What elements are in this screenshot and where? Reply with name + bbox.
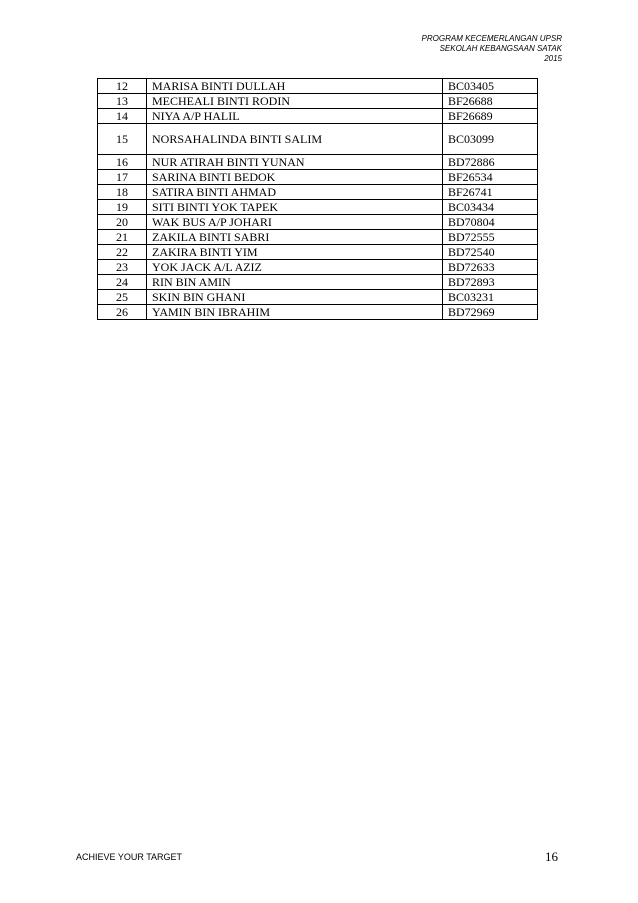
row-number: 26 [98,305,147,320]
student-code: BD72555 [443,230,538,245]
row-number: 23 [98,260,147,275]
student-code: BC03434 [443,200,538,215]
student-name: YAMIN BIN IBRAHIM [147,305,443,320]
row-number: 14 [98,109,147,124]
table-row [98,290,538,305]
student-code: BF26534 [443,170,538,185]
student-code: BC03231 [443,290,538,305]
row-number: 13 [98,94,147,109]
student-name: SKIN BIN GHANI [147,290,443,305]
student-name: SARINA BINTI BEDOK [147,170,443,185]
table-row [98,260,538,275]
student-code: BF26689 [443,109,538,124]
student-code: BD72969 [443,305,538,320]
row-number: 21 [98,230,147,245]
row-number: 25 [98,290,147,305]
student-code: BD72540 [443,245,538,260]
student-name: YOK JACK A/L AZIZ [147,260,443,275]
table-row [98,79,538,94]
student-name: SATIRA BINTI AHMAD [147,185,443,200]
header-school-name: SEKOLAH KEBANGSAAN SATAK [439,44,562,53]
row-number: 18 [98,185,147,200]
student-name: MARISA BINTI DULLAH [147,79,443,94]
row-number: 15 [98,124,147,155]
student-name: SITI BINTI YOK TAPEK [147,200,443,215]
student-code: BD72893 [443,275,538,290]
student-name: NORSAHALINDA BINTI SALIM [147,124,443,155]
page-number: 16 [545,849,558,864]
table-row [98,155,538,170]
table-row [98,230,538,245]
student-code: BD70804 [443,215,538,230]
row-number: 24 [98,275,147,290]
header-program-title: PROGRAM KECEMERLANGAN UPSR [421,34,562,43]
footer-slogan: ACHIEVE YOUR TARGET [76,852,183,862]
table-row [98,215,538,230]
table-row [98,170,538,185]
student-table [97,78,538,320]
row-number: 12 [98,79,147,94]
student-name: NUR ATIRAH BINTI YUNAN [147,155,443,170]
row-number: 17 [98,170,147,185]
row-number: 19 [98,200,147,215]
student-name: WAK BUS A/P JOHARI [147,215,443,230]
student-code: BF26688 [443,94,538,109]
student-name: MECHEALI BINTI RODIN [147,94,443,109]
table-row [98,185,538,200]
row-number: 16 [98,155,147,170]
table-row [98,275,538,290]
student-code: BD72633 [443,260,538,275]
student-code: BD72886 [443,155,538,170]
table-row [98,200,538,215]
student-name: ZAKILA BINTI SABRI [147,230,443,245]
student-code: BC03405 [443,79,538,94]
student-name: ZAKIRA BINTI YIM [147,245,443,260]
table-row [98,245,538,260]
table-row [98,124,538,155]
student-name: NIYA A/P HALIL [147,109,443,124]
table-row [98,305,538,320]
student-name: RIN BIN AMIN [147,275,443,290]
row-number: 22 [98,245,147,260]
header-year: 2015 [544,54,562,63]
student-code: BF26741 [443,185,538,200]
page-header [422,34,562,64]
row-number: 20 [98,215,147,230]
student-code: BC03099 [443,124,538,155]
table-row [98,109,538,124]
table-row [98,94,538,109]
